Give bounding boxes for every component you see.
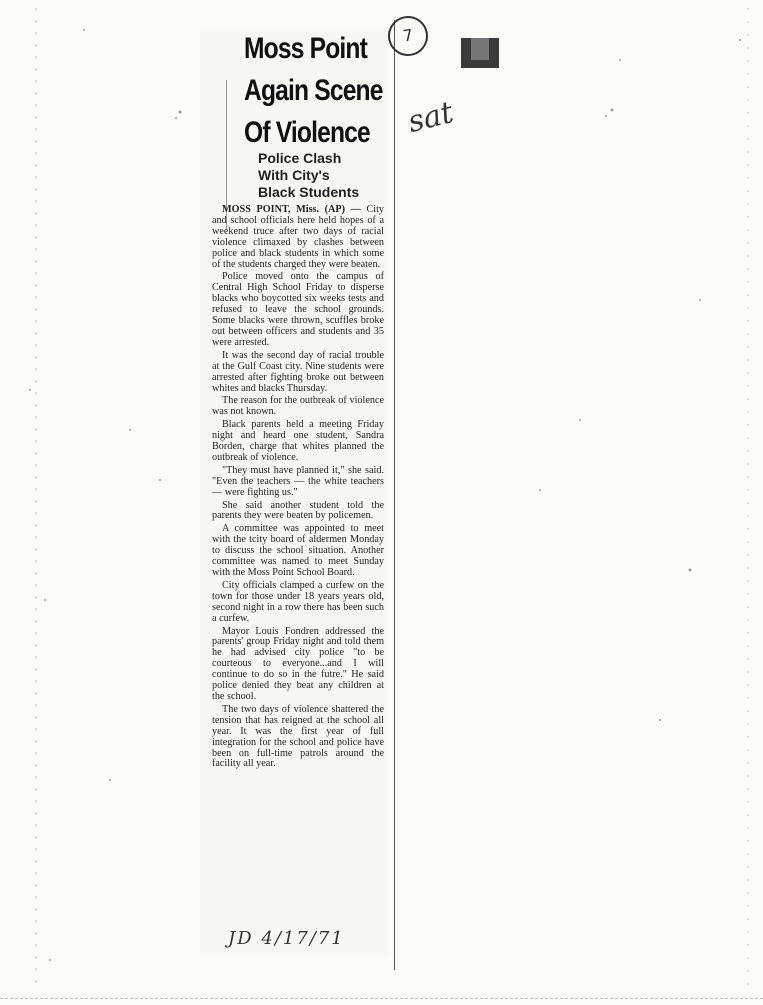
column-rule-right	[394, 20, 395, 970]
article-paragraph: The reason for the outbreak of violence was not known.	[212, 395, 384, 418]
article-headline	[244, 28, 383, 154]
handwritten-margin-note: sat	[404, 95, 457, 140]
scan-dark-smudge	[461, 38, 499, 68]
subhead-line-1: Police Clash	[258, 150, 342, 166]
article-paragraph: The two days of violence shattered the tension that has reigned at the school all year. It was the first year of full integration for the school and police have been on full-time patrols around the facility all year.	[212, 703, 384, 770]
headline-line-2: Again Scene	[244, 74, 383, 107]
subhead-line-2: With City's	[258, 167, 330, 183]
article-paragraph: "They must have planned it," she said. "Even the teachers — the white teachers — were fighting us."	[212, 464, 384, 498]
article-paragraph: She said another student told the parents they were beaten by policemen.	[212, 499, 384, 522]
article-paragraph: Black parents held a meeting Friday night and heard one student, Sandra Borden, charge that whites planned the outbreak of violence.	[212, 419, 384, 463]
headline-line-1: Moss Point	[244, 32, 368, 65]
article-paragraph: Mayor Louis Fondren addressed the parents' group Friday night and told them he had advised city police "to be courteous to everyone...and I will continue to do so in the futre." He said police denied they beat any children at the school.	[212, 625, 384, 702]
article-paragraph: Police moved onto the campus of Central High School Friday to disperse blacks who boycotted six weeks tests and refused to leave the school grounds. Some blacks were thrown, scuffles broke out between officers and students and 35 were arrested.	[212, 271, 384, 348]
article-subhead	[258, 150, 378, 201]
article-paragraph: City officials clamped a curfew on the town for those under 18 years years old, second night in a row there has been such a curfew.	[212, 579, 384, 624]
article-paragraph: It was the second day of racial trouble at the Gulf Coast city. Nine students were arrested after fighting broke out between whites and blacks Thursday.	[212, 349, 384, 394]
paragraph-text: City and school officials here held hopes of a weekend truce after two days of racial violence climaxed by clashes between police and black students in which some of the students charged they were beaten.	[212, 204, 384, 270]
dateline: MOSS POINT, Miss. (AP) —	[222, 204, 361, 215]
headline-line-3: Of Violence	[244, 116, 370, 149]
article-body	[212, 205, 384, 772]
page-bottom-edge	[0, 998, 763, 1000]
handwritten-signature-date: JD 4/17/71	[228, 928, 345, 949]
subhead-line-3: Black Students	[258, 184, 360, 200]
article-paragraph: A committee was appointed to meet with the tcity board of aldermen Monday to discuss the school situation. Another committee was named to meet Sunday with the Moss Point School Board.	[212, 523, 384, 578]
circled-page-mark: 7	[385, 13, 430, 58]
article-paragraph	[212, 205, 384, 270]
